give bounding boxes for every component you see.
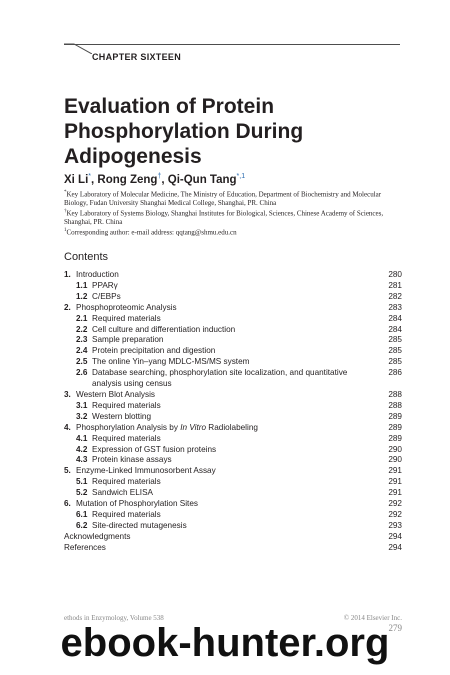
toc-entry-label: The online Yin–yang MDLC-MS/MS system <box>92 357 250 367</box>
toc-entry-number: 2.4 <box>76 346 88 356</box>
toc-entry-label: Required materials <box>92 313 161 323</box>
toc-entry-number: 4. <box>64 422 71 432</box>
contents-heading: Contents <box>64 251 109 263</box>
author-mark[interactable]: *,1 <box>236 173 246 180</box>
title-line: Phosphorylation During <box>64 120 304 143</box>
toc-entry[interactable] <box>64 455 402 466</box>
toc-entry-label: Mutation of Phosphorylation Sites <box>76 499 198 509</box>
toc-entry-number: 2.3 <box>76 335 88 345</box>
toc-entry-number: 1.2 <box>76 291 88 301</box>
affiliation <box>64 189 406 208</box>
toc-entry-page: 289 <box>388 433 402 443</box>
toc-entry-label: Required materials <box>92 433 161 443</box>
footer-copyright: © 2014 Elsevier Inc. <box>343 614 402 622</box>
toc-entry-label: Protein precipitation and digestion <box>92 346 216 356</box>
toc-entry-number: 2.5 <box>76 357 88 367</box>
watermark <box>8 618 442 668</box>
toc-entry-number: 2. <box>64 302 71 312</box>
toc-entry-page: 293 <box>388 520 402 530</box>
toc-entry[interactable] <box>64 357 402 368</box>
toc-entry-page: 285 <box>388 335 402 345</box>
toc-entry-page: 290 <box>388 455 402 465</box>
toc-entry-label <box>76 423 382 434</box>
toc-entry-label: Phosphoproteomic Analysis <box>76 302 177 312</box>
table-of-contents <box>64 270 402 554</box>
toc-entry-label: Western blotting <box>92 411 152 421</box>
toc-entry[interactable] <box>64 445 402 456</box>
toc-entry[interactable] <box>64 292 402 303</box>
toc-entry[interactable] <box>64 335 402 346</box>
toc-entry-number: 2.2 <box>76 324 88 334</box>
toc-entry-page: 289 <box>388 411 402 421</box>
toc-entry-number: 1.1 <box>76 280 88 290</box>
footer-journal: ethods in Enzymology, Volume 538 <box>64 614 164 622</box>
toc-entry-number: 4.3 <box>76 455 88 465</box>
toc-entry-label: Required materials <box>92 400 161 410</box>
affiliation <box>64 208 406 227</box>
toc-entry-page: 292 <box>388 499 402 509</box>
toc-entry-label: Required materials <box>92 509 161 519</box>
author-mark[interactable]: † <box>157 173 162 180</box>
affiliations <box>64 189 406 238</box>
toc-entry-page: 291 <box>388 466 402 476</box>
chapter-title <box>64 94 404 169</box>
toc-entry-number: 3.1 <box>76 400 88 410</box>
toc-entry-label: Acknowledgments <box>64 531 131 541</box>
toc-label-part: Phosphorylation Analysis by <box>76 422 181 432</box>
toc-entry-page: 284 <box>388 324 402 334</box>
toc-entry[interactable] <box>64 303 402 314</box>
toc-entry[interactable] <box>64 521 402 532</box>
toc-entry-number: 2.1 <box>76 313 88 323</box>
toc-entry-label: Western Blot Analysis <box>76 389 156 399</box>
toc-entry-number: 6.2 <box>76 520 88 530</box>
toc-entry-page: 284 <box>388 313 402 323</box>
toc-entry-page: 285 <box>388 357 402 367</box>
toc-entry-page: 289 <box>388 422 402 432</box>
affiliation-text: Key Laboratory of Molecular Medicine, The Ministry of Education, Department of Biochemistry and Molecular Biology, Fudan University Shanghai Medical College, Shanghai, PR. China <box>64 190 382 208</box>
toc-entry-label: Database searching, phosphorylation site localization, and quantitative analysis using census <box>92 368 348 389</box>
page-number: 279 <box>388 623 402 633</box>
toc-entry-page: 291 <box>388 488 402 498</box>
affiliation <box>64 227 406 237</box>
toc-entry[interactable] <box>64 314 402 325</box>
toc-entry[interactable] <box>64 281 402 292</box>
toc-entry[interactable] <box>64 434 402 445</box>
toc-entry[interactable] <box>64 543 402 554</box>
affiliation-mark: † <box>64 209 67 215</box>
toc-entry-label: Site-directed mutagenesis <box>92 520 187 530</box>
toc-entry[interactable] <box>64 412 402 423</box>
toc-entry-label: Cell culture and differentiation induction <box>92 324 236 334</box>
toc-entry-page: 285 <box>388 346 402 356</box>
watermark-graphic <box>8 618 442 668</box>
toc-entry-page: 286 <box>388 368 402 378</box>
toc-entry-number: 3.2 <box>76 411 88 421</box>
author-mark[interactable]: * <box>88 173 92 180</box>
affiliation-mark: * <box>64 190 67 195</box>
toc-entry-number: 6.1 <box>76 509 88 519</box>
toc-entry-label: References <box>64 542 106 552</box>
toc-entry-page: 283 <box>388 302 402 312</box>
toc-entry-number: 3. <box>64 389 71 399</box>
toc-entry-label: Protein kinase assays <box>92 455 172 465</box>
toc-entry-page: 288 <box>388 400 402 410</box>
toc-entry-page: 294 <box>388 542 402 552</box>
toc-entry-page: 280 <box>388 270 402 279</box>
chapter-notch-decoration <box>64 36 92 54</box>
toc-entry[interactable] <box>64 346 402 357</box>
toc-entry-number: 6. <box>64 499 71 509</box>
toc-entry-label: Enzyme-Linked Immunosorbent Assay <box>76 466 216 476</box>
title-line: Adipogenesis <box>64 145 202 168</box>
toc-entry-page: 288 <box>388 389 402 399</box>
watermark-text: ebook-hunter.org <box>60 621 390 665</box>
toc-entry-page: 292 <box>388 509 402 519</box>
title-line: Evaluation of Protein <box>64 95 275 118</box>
toc-entry-number: 5.1 <box>76 477 88 487</box>
toc-entry-label: Required materials <box>92 477 161 487</box>
author-name: Xi Li <box>64 173 89 186</box>
toc-entry-page: 281 <box>388 280 402 290</box>
toc-entry[interactable] <box>64 499 402 510</box>
toc-entry[interactable] <box>64 466 402 477</box>
toc-entry[interactable] <box>64 270 402 281</box>
toc-entry[interactable] <box>64 532 402 543</box>
chapter-label: CHAPTER SIXTEEN <box>92 52 182 62</box>
toc-entry-number: 1. <box>64 270 71 279</box>
toc-label-italic: In Vitro <box>180 422 207 432</box>
toc-label-part: Radiolabeling <box>206 422 258 432</box>
toc-entry-label: Expression of GST fusion proteins <box>92 444 217 454</box>
toc-entry-page: 294 <box>388 531 402 541</box>
affiliation-text: Key Laboratory of Systems Biology, Shanghai Institutes for Biological, Sciences, Chinese Academy of Sciences, Shanghai, PR. China <box>64 209 384 227</box>
toc-entry-label: Introduction <box>76 270 119 279</box>
toc-entry[interactable] <box>64 401 402 412</box>
author-name: Rong Zeng <box>97 173 158 186</box>
toc-entry-number: 5. <box>64 466 71 476</box>
toc-entry-label: C/EBPs <box>92 291 121 301</box>
toc-entry[interactable] <box>64 368 402 390</box>
toc-entry-label: Sandwich ELISA <box>92 488 153 498</box>
toc-entry-page: 290 <box>388 444 402 454</box>
toc-entry-page: 291 <box>388 477 402 487</box>
toc-entry-number: 5.2 <box>76 488 88 498</box>
toc-entry[interactable] <box>64 477 402 488</box>
toc-entry[interactable] <box>64 423 402 434</box>
toc-entry[interactable] <box>64 488 402 499</box>
toc-entry-number: 4.2 <box>76 444 88 454</box>
toc-entry-number: 4.1 <box>76 433 88 443</box>
toc-entry[interactable] <box>64 325 402 336</box>
affiliation-mark: 1 <box>64 228 67 234</box>
toc-entry-label: PPARγ <box>92 280 118 290</box>
author-list: Xi Li*, Rong Zeng†, Qi-Qun Tang$^{*,1}$ <box>64 173 246 186</box>
toc-entry-number: 2.6 <box>76 368 88 378</box>
chapter-rule <box>64 44 400 45</box>
toc-entry-page: 282 <box>388 291 402 301</box>
affiliation-text: Corresponding author: e-mail address: qqtang@shmu.edu.cn <box>66 228 237 237</box>
author-name: Qi-Qun Tang <box>167 173 237 186</box>
toc-entry[interactable] <box>64 390 402 401</box>
toc-entry-label: Sample preparation <box>92 335 164 345</box>
toc-entry[interactable] <box>64 510 402 521</box>
